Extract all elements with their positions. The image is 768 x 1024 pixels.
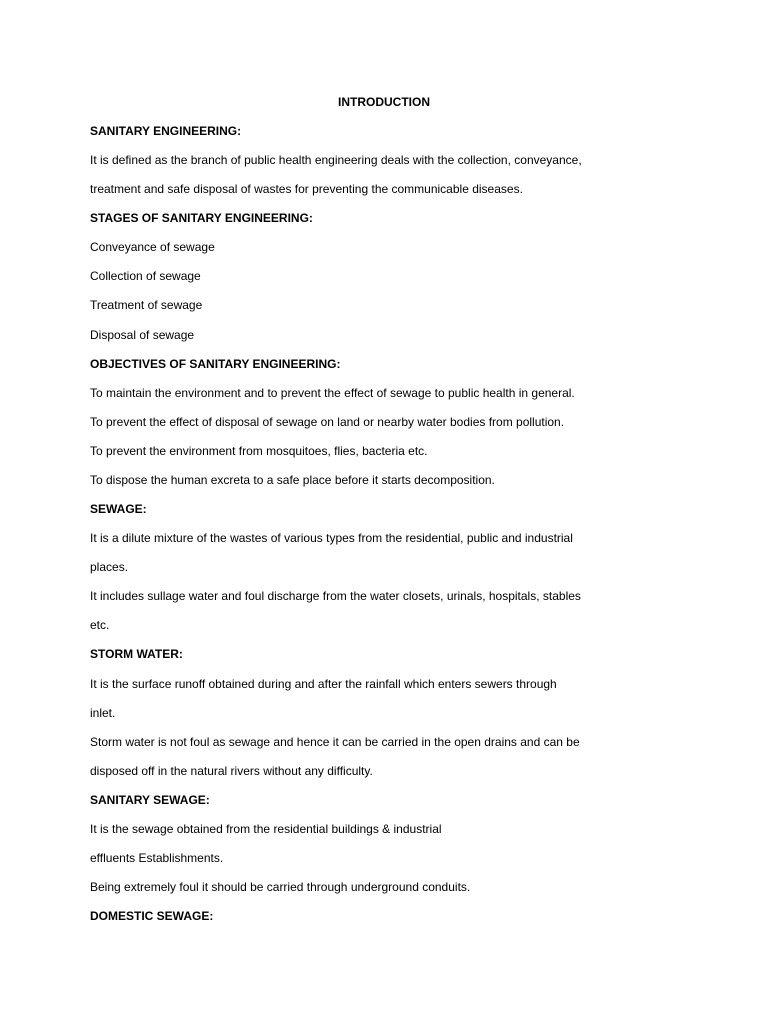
heading-objectives: OBJECTIVES OF SANITARY ENGINEERING:	[90, 357, 341, 371]
paragraph-line: treatment and safe disposal of wastes for preventing the communicable diseases.	[90, 182, 523, 196]
paragraph-line: places.	[90, 560, 129, 574]
paragraph-line: Being extremely foul it should be carried through underground conduits.	[90, 880, 471, 894]
list-item: To dispose the human excreta to a safe place before it starts decomposition.	[90, 473, 495, 487]
list-item: To prevent the effect of disposal of sewage on land or nearby water bodies from pollution.	[90, 415, 565, 429]
paragraph-line: etc.	[90, 618, 110, 632]
heading-sanitary-engineering: SANITARY ENGINEERING:	[90, 124, 242, 138]
paragraph-line: It is the surface runoff obtained during and after the rainfall which enters sewers through	[90, 677, 557, 691]
paragraph-line: disposed off in the natural rivers without any difficulty.	[90, 764, 373, 778]
list-item: To prevent the environment from mosquitoes, flies, bacteria etc.	[90, 444, 428, 458]
heading-storm-water: STORM WATER:	[90, 647, 183, 661]
document-title: INTRODUCTION	[338, 95, 430, 109]
paragraph-line: It is defined as the branch of public health engineering deals with the collection, conveyance,	[90, 153, 582, 167]
heading-domestic-sewage: DOMESTIC SEWAGE:	[90, 909, 214, 923]
list-item: To maintain the environment and to prevent the effect of sewage to public health in general.	[90, 386, 575, 400]
paragraph-line: It is a dilute mixture of the wastes of various types from the residential, public and industrial	[90, 531, 573, 545]
list-item: Treatment of sewage	[90, 298, 203, 312]
heading-stages: STAGES OF SANITARY ENGINEERING:	[90, 211, 313, 225]
heading-sanitary-sewage: SANITARY SEWAGE:	[90, 793, 210, 807]
list-item: Conveyance of sewage	[90, 240, 215, 254]
list-item: Disposal of sewage	[90, 328, 195, 342]
heading-sewage: SEWAGE:	[90, 502, 147, 516]
list-item: Collection of sewage	[90, 269, 201, 283]
paragraph-line: Storm water is not foul as sewage and hence it can be carried in the open drains and can be	[90, 735, 580, 749]
paragraph-line: It includes sullage water and foul discharge from the water closets, urinals, hospitals, stables	[90, 589, 581, 603]
paragraph-line: inlet.	[90, 706, 116, 720]
paragraph-line: effluents Establishments.	[90, 851, 224, 865]
paragraph-line: It is the sewage obtained from the residential buildings & industrial	[90, 822, 442, 836]
